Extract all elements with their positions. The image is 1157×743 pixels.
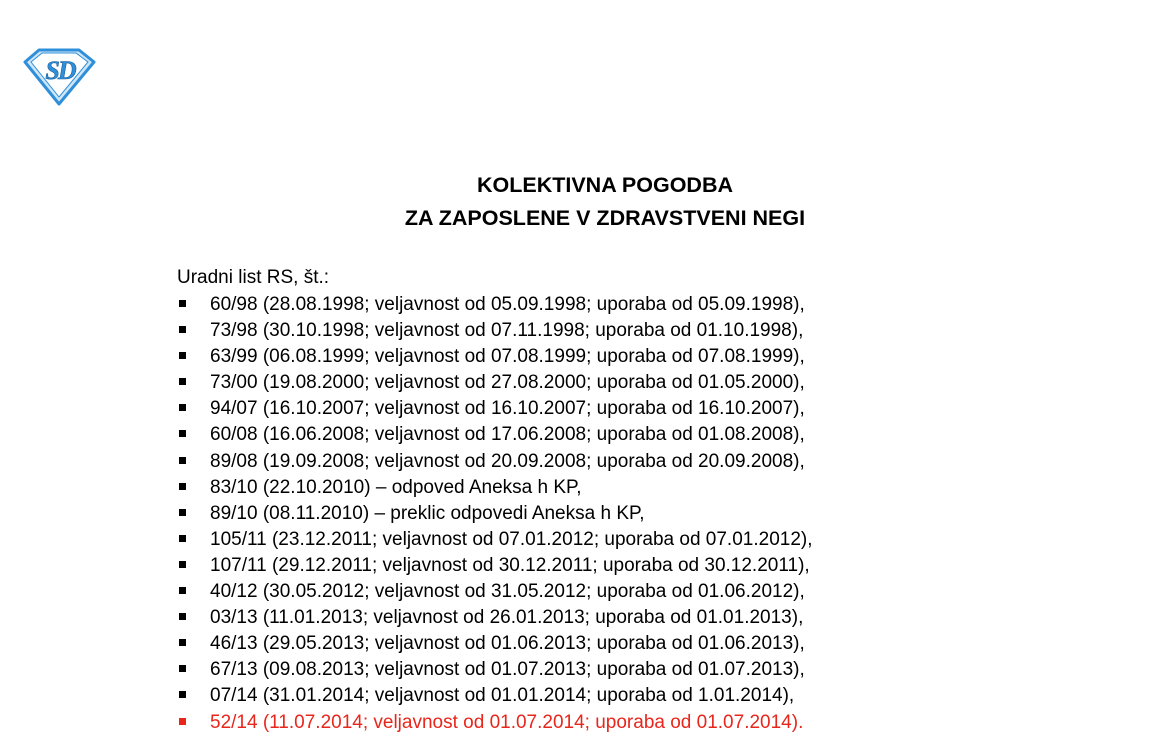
bullet-square-icon — [179, 561, 186, 568]
list-item-text: 89/08 (19.09.2008; veljavnost od 20.09.2008; uporaba od 20.09.2008), — [210, 450, 805, 472]
bullet-square-icon — [179, 483, 186, 490]
list-item-text: 94/07 (16.10.2007; veljavnost od 16.10.2007; uporaba od 16.10.2007), — [210, 398, 805, 420]
logo-letters: SD — [45, 56, 75, 85]
bullet-square-icon — [179, 587, 186, 594]
bullet-square-icon — [179, 718, 186, 725]
bullet-square-icon — [179, 691, 186, 698]
bullet-square-icon — [179, 326, 186, 333]
list-item-text: 73/98 (30.10.1998; veljavnost od 07.11.1998; uporaba od 01.10.1998), — [210, 320, 804, 342]
list-item-text: 89/10 (08.11.2010) – preklic odpovedi Aneksa h KP, — [210, 502, 645, 524]
bullet-square-icon — [179, 535, 186, 542]
list-item-text: 46/13 (29.05.2013; veljavnost od 01.06.2013; uporaba od 01.06.2013), — [210, 633, 805, 655]
list-item-text: 40/12 (30.05.2012; veljavnost od 31.05.2012; uporaba od 01.06.2012), — [210, 581, 805, 603]
bullet-square-icon — [179, 352, 186, 359]
list-item-text: 03/13 (11.01.2013; veljavnost od 26.01.2013; uporaba od 01.01.2013), — [210, 607, 804, 629]
list-item-text: 73/00 (19.08.2000; veljavnost od 27.08.2000; uporaba od 01.05.2000), — [210, 372, 805, 394]
gazette-intro: Uradni list RS, št.: — [177, 267, 330, 288]
list-item-text: 105/11 (23.12.2011; veljavnost od 07.01.2012; uporaba od 07.01.2012), — [210, 528, 813, 550]
bullet-square-icon — [179, 430, 186, 437]
list-item-text: 83/10 (22.10.2010) – odpoved Aneksa h KP, — [210, 476, 582, 498]
document-title-line-2: ZA ZAPOSLENE V ZDRAVSTVENI NEGI — [404, 206, 806, 230]
list-item-text: 67/13 (09.08.2013; veljavnost od 01.07.2013; uporaba od 01.07.2013), — [210, 659, 805, 681]
logo-icon — [22, 48, 96, 106]
bullet-square-icon — [179, 665, 186, 672]
document-title-line-1: KOLEKTIVNA POGODBA — [476, 173, 734, 197]
bullet-square-icon — [179, 509, 186, 516]
bullet-square-icon — [179, 404, 186, 411]
list-item-text: 60/98 (28.08.1998; veljavnost od 05.09.1998; uporaba od 05.09.1998), — [210, 294, 805, 315]
bullet-square-icon — [179, 613, 186, 620]
bullet-square-icon — [179, 457, 186, 464]
list-item-text: 107/11 (29.12.2011; veljavnost od 30.12.2011; uporaba od 30.12.2011), — [210, 554, 810, 576]
list-item-text: 07/14 (31.01.2014; veljavnost od 01.01.2014; uporaba od 1.01.2014), — [210, 685, 795, 707]
bullet-square-icon — [179, 639, 186, 646]
list-item-text: 60/08 (16.06.2008; veljavnost od 17.06.2008; uporaba od 01.08.2008), — [210, 424, 805, 446]
list-item-text: 63/99 (06.08.1999; veljavnost od 07.08.1999; uporaba od 07.08.1999), — [210, 346, 805, 368]
bullet-square-icon — [179, 378, 186, 385]
list-item-text: 52/14 (11.07.2014; veljavnost od 01.07.2014; uporaba od 01.07.2014). — [210, 711, 804, 733]
bullet-square-icon — [179, 300, 186, 307]
